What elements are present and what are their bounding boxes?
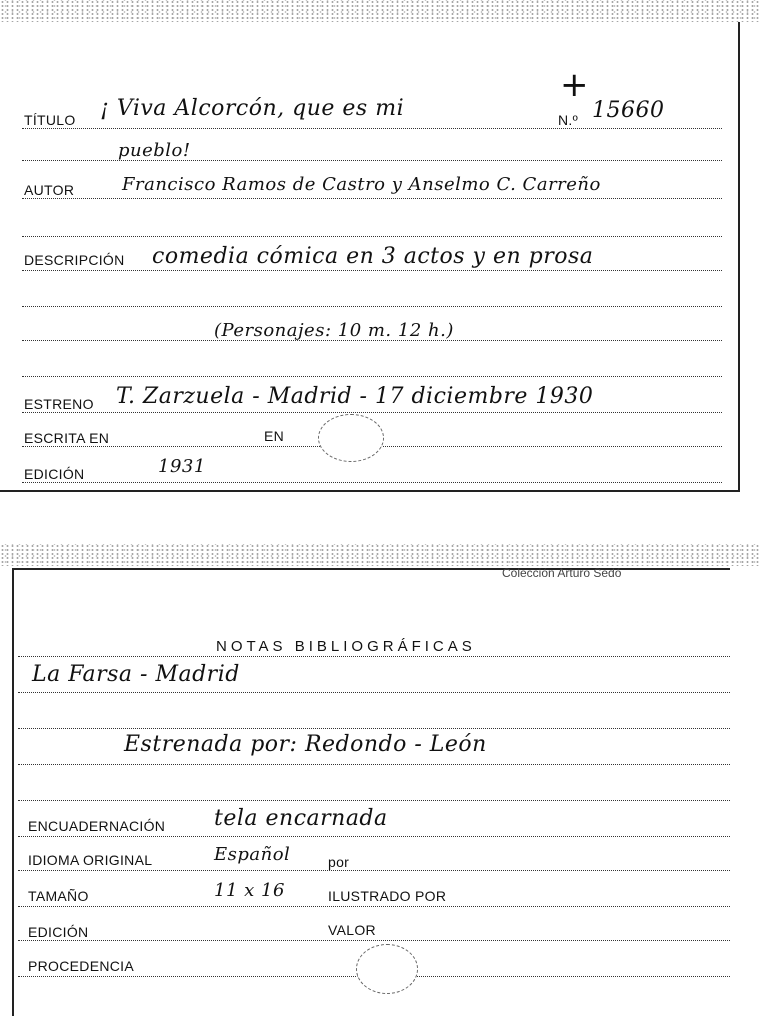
value-idioma: Español [214,844,291,865]
punch-hole [318,414,384,462]
label-encuadernacion: ENCUADERNACIÓN [28,818,166,834]
value-personajes: (Personajes: 10 m. 12 h.) [214,320,454,341]
rule [18,728,730,729]
label-escrita-en: ESCRITA EN [24,430,110,446]
punch-hole [356,944,418,994]
label-por: por [328,854,350,870]
rule [18,836,730,837]
scan-noise-top [0,0,759,22]
label-autor: AUTOR [24,182,75,198]
rule [18,656,730,657]
value-titulo-line2: pueblo! [118,140,191,161]
label-titulo: TÍTULO [24,112,76,128]
value-estreno: T. Zarzuela - Madrid - 17 diciembre 1930 [116,384,594,409]
value-descripcion: comedia cómica en 3 actos y en prosa [152,244,594,269]
label-en: EN [264,428,285,444]
collection-stamp: Colección Arturo Sedó [502,566,622,580]
label-edicion: EDICIÓN [24,466,85,482]
rule [22,236,722,237]
cross-mark: + [560,65,589,105]
label-estreno: ESTRENO [24,396,94,412]
value-autor: Francisco Ramos de Castro y Anselmo C. Carreño [122,174,601,195]
rule [22,412,722,413]
rule [18,764,730,765]
label-valor: VALOR [328,922,376,938]
label-numero: N.º [558,112,579,128]
rule [18,870,730,871]
rule [18,692,730,693]
note-line1: La Farsa - Madrid [32,662,240,687]
rule [22,270,722,271]
rule [18,906,730,907]
label-idioma: IDIOMA ORIGINAL [28,852,153,868]
rule [22,198,722,199]
label-tamano: TAMAÑO [28,888,89,904]
rule [22,376,722,377]
rule [22,482,722,483]
notes-heading: NOTAS BIBLIOGRÁFICAS [216,638,476,655]
label-edicion-2: EDICIÓN [28,924,89,940]
label-ilustrado: ILUSTRADO POR [328,888,447,904]
rule [22,306,722,307]
label-procedencia: PROCEDENCIA [28,958,134,974]
rule [22,128,722,129]
label-descripcion: DESCRIPCIÓN [24,252,125,268]
value-titulo-line1: ¡ Viva Alcorcón, que es mi [100,96,405,121]
note-line2: Estrenada por: Redondo - León [124,732,487,757]
value-numero: 15660 [592,98,665,123]
rule [18,800,730,801]
value-encuadernacion: tela encarnada [214,806,388,831]
scan-noise-middle [0,544,759,566]
value-edicion: 1931 [158,456,206,477]
rule [18,940,730,941]
value-tamano: 11 x 16 [214,880,285,901]
